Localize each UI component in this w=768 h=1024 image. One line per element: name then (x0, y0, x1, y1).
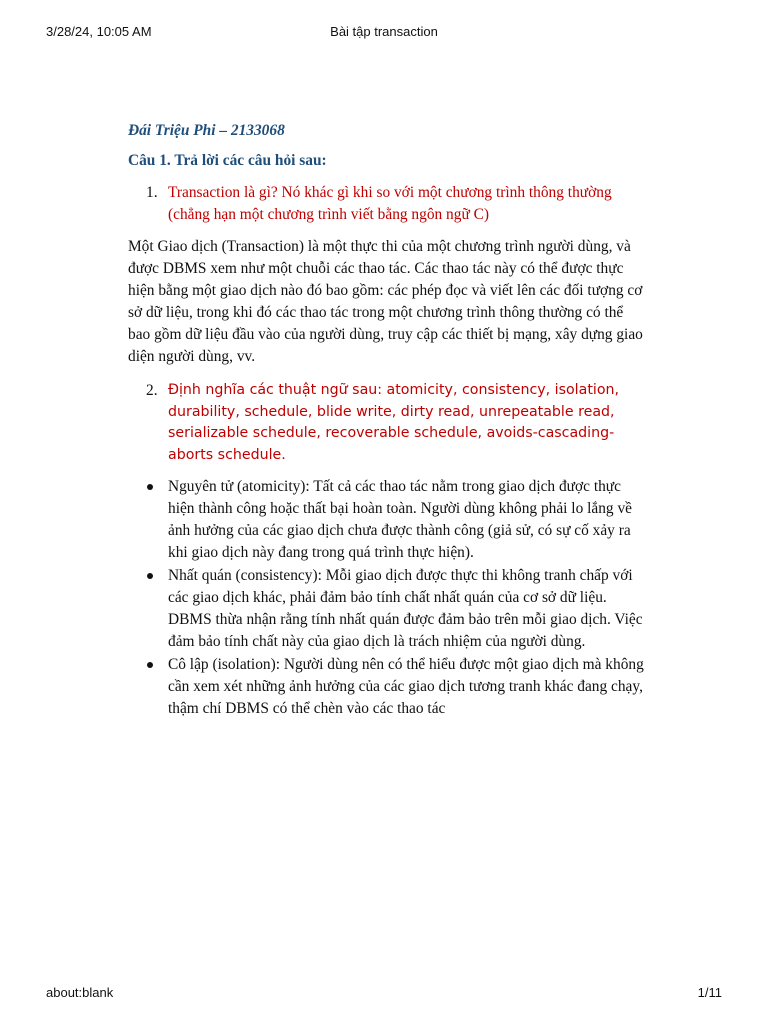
numbered-item-2 (128, 380, 648, 466)
list-item-text: Cô lập (isolation): Người dùng nên có thể hiểu được một giao dịch mà không cần xem xét những ảnh hưởng của các giao dịch tương tranh khác đang chạy, thậm chí DBMS có thể chèn vào các thao tác (168, 656, 644, 717)
page-number: 1/11 (697, 985, 722, 1000)
question-heading: Câu 1. Trả lời các câu hỏi sau: (128, 152, 327, 169)
numbered-item-1 (128, 182, 648, 226)
item-text: Transaction là gì? Nó khác gì khi so với một chương trình thông thường (chẳng hạn một chương trình viết bằng ngôn ngữ C) (168, 184, 612, 223)
definition-list (128, 476, 648, 720)
list-item-text: Nhất quán (consistency): Mỗi giao dịch được thực thi không tranh chấp với các giao dịch khác, phải đảm bảo tính chất nhất quán của cơ sở dữ liệu. DBMS thừa nhận rằng tính nhất quán được đảm bảo trên mỗi giao dịch. Việc đảm bảo tính chất này của giao dịch là trách nhiệm của người dùng. (168, 567, 643, 650)
item-text: Định nghĩa các thuật ngữ sau: atomicity, consistency, isolation, durability, schedule, blide write, dirty read, unrepeatable read, serializable schedule, recoverable schedule, avoids-cascading-aborts schedule. (168, 382, 620, 463)
item-number: 2. (146, 382, 158, 399)
author-line: Đái Triệu Phi – 2133068 (128, 122, 285, 139)
document-body (128, 120, 648, 721)
list-item (128, 654, 648, 720)
list-item (128, 565, 648, 653)
answer-paragraph: Một Giao dịch (Transaction) là một thực thi của một chương trình người dùng, và được DBMS xem như một chuỗi các thao tác. Các thao tác này có thể được thực hiện bằng một giao dịch nào đó bao gồm: các phép đọc và viết lên các đối tượng cơ sở dữ liệu, trong khi đó các thao tác trong một chương trình thông thường có thể bao gồm dữ liệu đầu vào của người dùng, truy cập các thiết bị mạng, xây dựng giao diện người dùng, vv. (128, 238, 643, 365)
print-url: about:blank (46, 985, 114, 1000)
bullet-icon (128, 565, 168, 653)
bullet-icon (128, 476, 168, 564)
bullet-icon (128, 654, 168, 720)
list-item (128, 476, 648, 564)
list-item-text: Nguyên tử (atomicity): Tất cả các thao tác nằm trong giao dịch được thực hiện thành công hoặc thất bại hoàn toàn. Người dùng không phải lo lắng về ảnh hưởng của các giao dịch chưa được thành công (giả sử, có sự cố xảy ra khi giao dịch này đang trong quá trình thực hiện). (168, 478, 632, 561)
item-number: 1. (146, 184, 158, 201)
print-title: Bài tập transaction (330, 24, 438, 39)
print-datetime: 3/28/24, 10:05 AM (46, 24, 152, 39)
